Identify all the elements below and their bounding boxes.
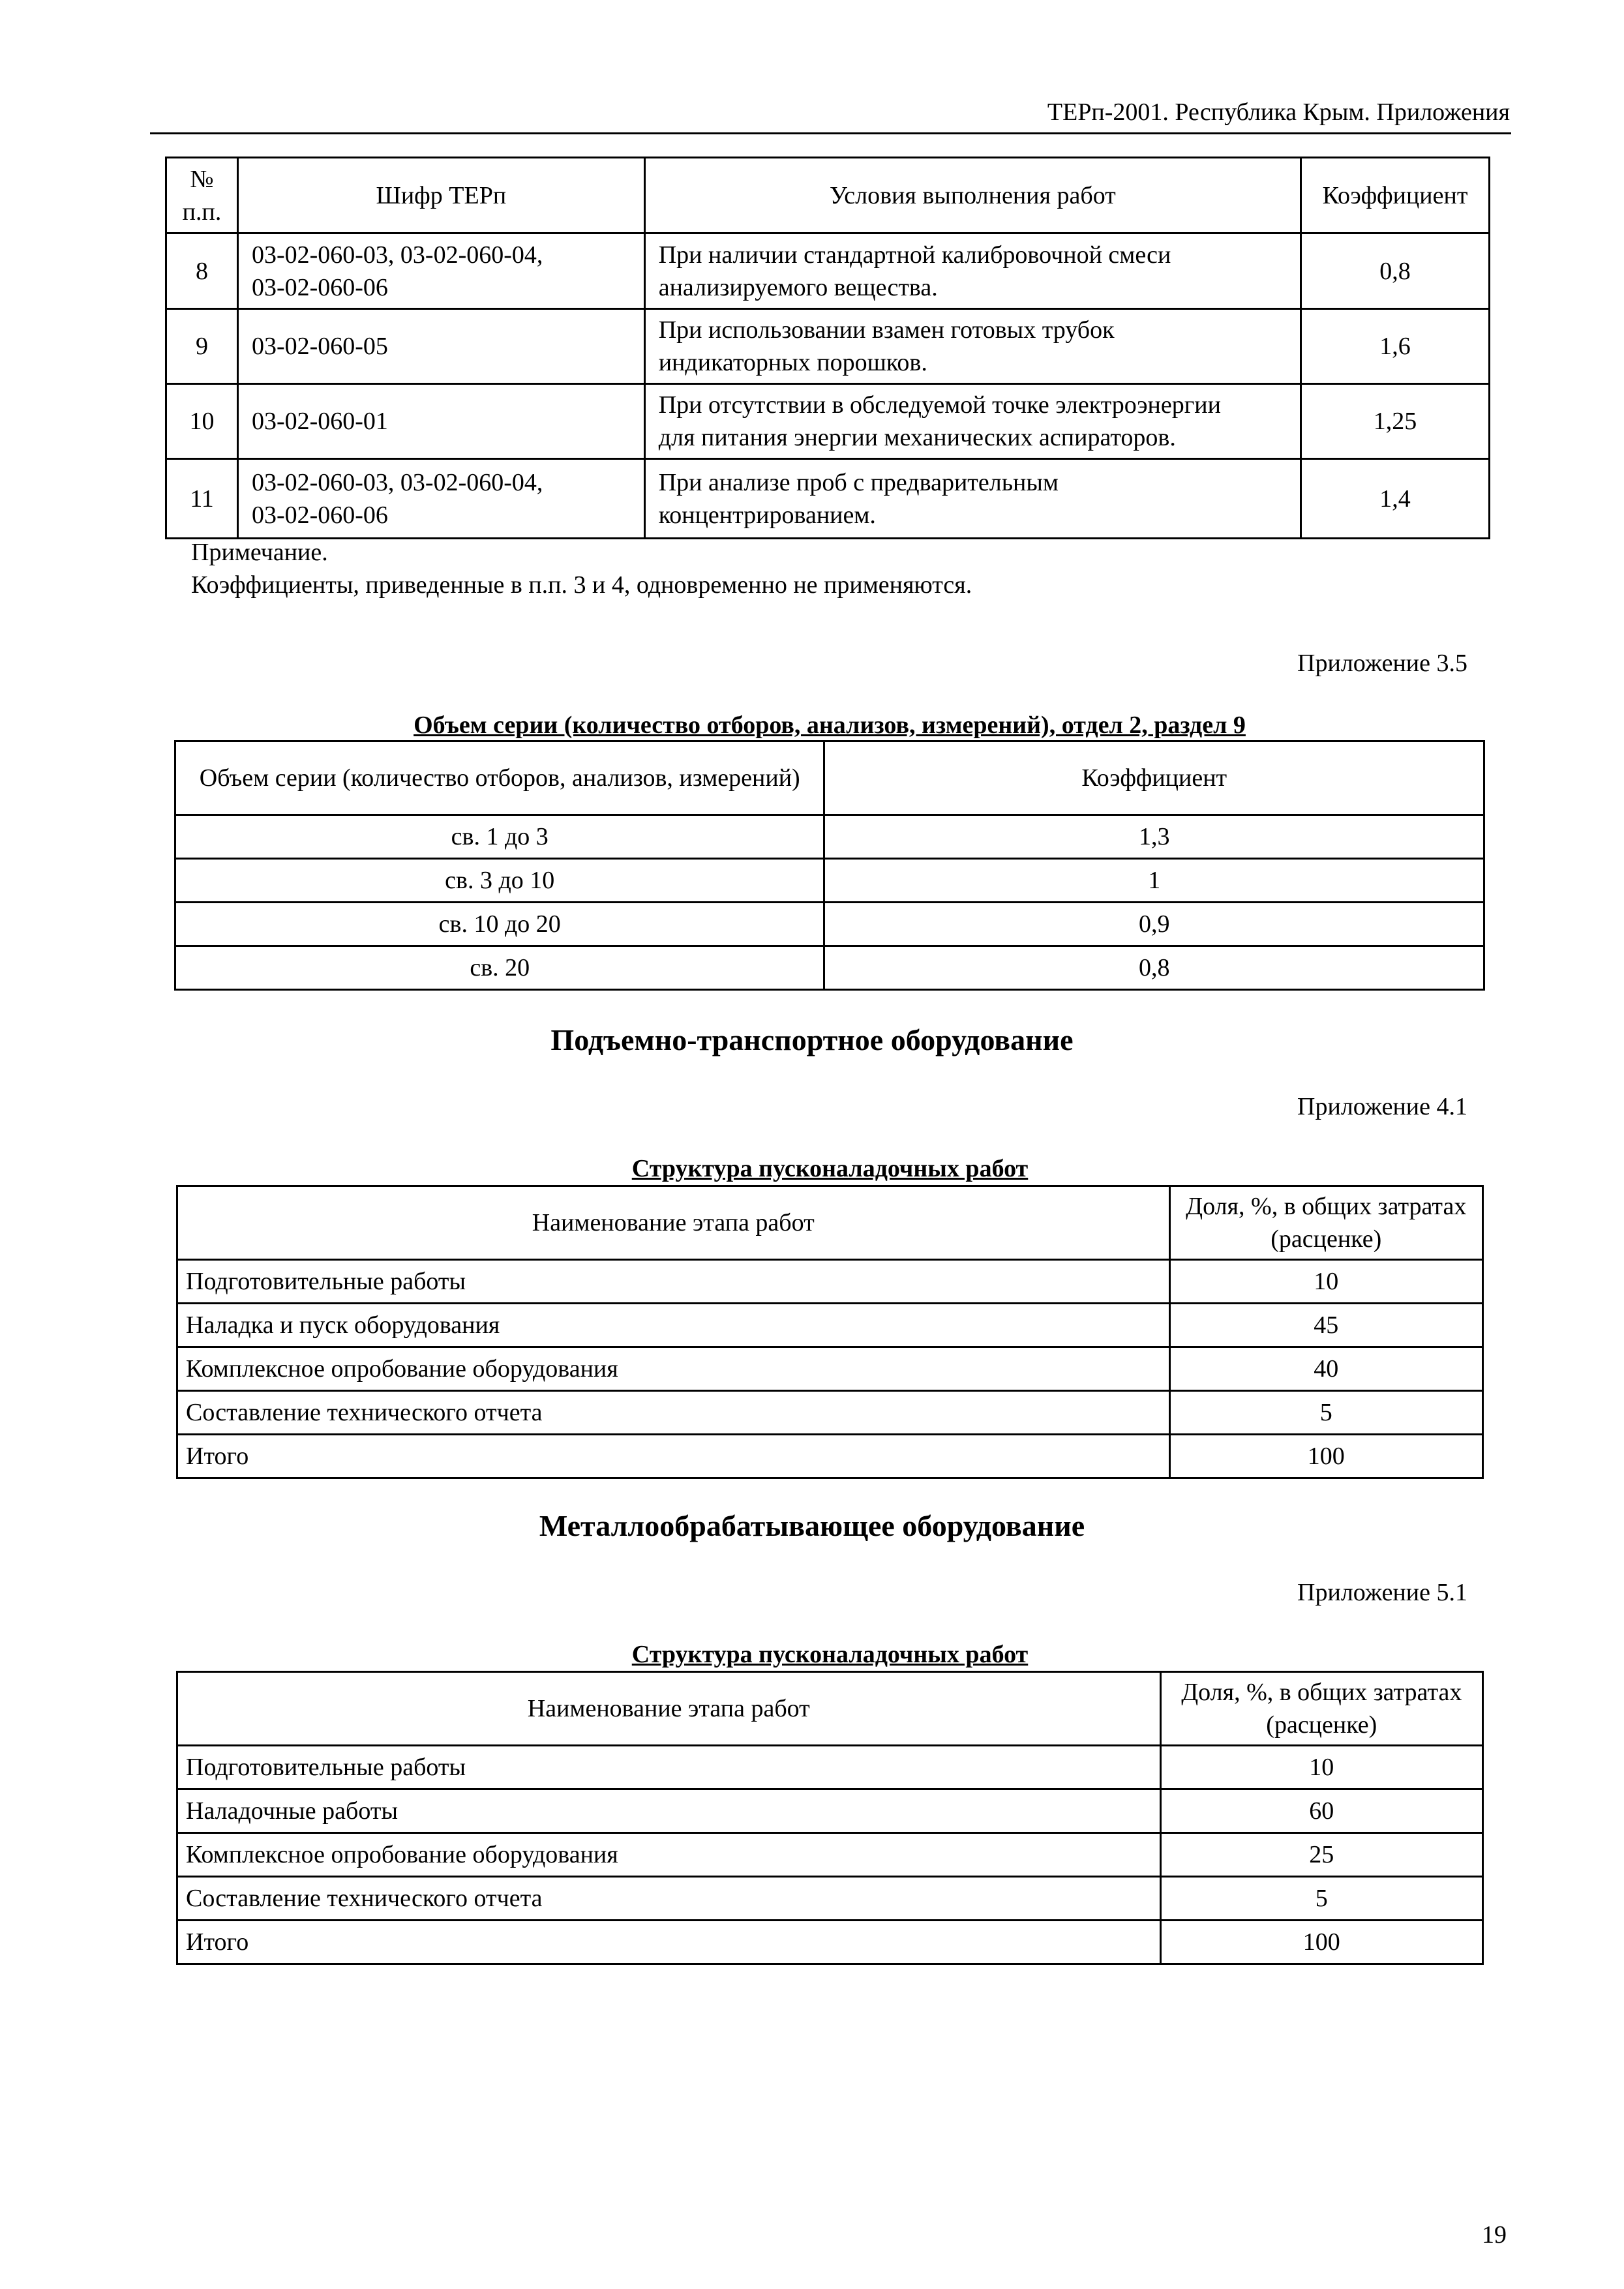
- table-row: [175, 946, 1484, 990]
- table-row: [177, 1435, 1483, 1478]
- table-row: [166, 309, 1490, 384]
- row-volume: св. 20: [175, 946, 824, 990]
- note-title: Примечание.: [191, 539, 328, 566]
- appendix-label: Приложение 3.5: [1297, 650, 1467, 677]
- row-code: 03-02-060-06: [251, 501, 388, 529]
- row-number: 11: [166, 459, 238, 539]
- row-stage: Наладочные работы: [177, 1789, 1161, 1833]
- section-title: Металлообрабатывающее оборудование: [539, 1509, 1085, 1542]
- header-cell-volume: Объем серии (количество отборов, анализов, измерений): [175, 741, 824, 815]
- row-condition: При использовании взамен готовых трубок: [658, 316, 1115, 344]
- header-cell-code: Шифр ТЕРп: [237, 158, 644, 233]
- row-stage: Подготовительные работы: [177, 1746, 1161, 1789]
- row-condition: для питания энергии механических аспираторов.: [658, 424, 1176, 451]
- header-cell-coefficient: Коэффициент: [1301, 158, 1490, 233]
- row-code: 03-02-060-06: [251, 273, 388, 301]
- table-row: [175, 815, 1484, 859]
- table-row: [166, 459, 1490, 539]
- row-code: 03-02-060-03, 03-02-060-04,: [251, 241, 543, 269]
- table-row: [177, 1833, 1483, 1877]
- row-share: 10: [1160, 1746, 1482, 1789]
- table-row: [177, 1746, 1483, 1789]
- table-header-row: [177, 1186, 1483, 1260]
- row-volume: св. 1 до 3: [175, 815, 824, 859]
- row-stage: Наладка и пуск оборудования: [177, 1304, 1170, 1347]
- table-row: [166, 233, 1490, 309]
- row-stage: Комплексное опробование оборудования: [177, 1833, 1161, 1877]
- table-row: [166, 384, 1490, 459]
- row-number: 10: [166, 384, 238, 459]
- row-condition: При анализе проб с предварительным: [658, 468, 1059, 496]
- row-stage: Подготовительные работы: [177, 1260, 1170, 1304]
- row-share: 5: [1169, 1391, 1482, 1435]
- row-condition: При наличии стандартной калибровочной смеси: [658, 241, 1171, 269]
- header-cell-coefficient: Коэффициент: [824, 741, 1484, 815]
- row-coefficient: 0,8: [1301, 233, 1490, 309]
- row-coefficient: 1,4: [1301, 459, 1490, 539]
- row-number: 8: [166, 233, 238, 309]
- row-stage: Составление технического отчета: [177, 1391, 1170, 1435]
- row-coefficient: 1,3: [824, 815, 1484, 859]
- row-coefficient: 1: [824, 859, 1484, 903]
- table-row: [177, 1921, 1483, 1964]
- row-coefficient: 0,9: [824, 903, 1484, 946]
- table-caption: Объем серии (количество отборов, анализов, измерений), отдел 2, раздел 9: [414, 711, 1246, 739]
- row-stage: Комплексное опробование оборудования: [177, 1347, 1170, 1391]
- row-number: 9: [166, 309, 238, 384]
- row-share: 10: [1169, 1260, 1482, 1304]
- row-coefficient: 1,25: [1301, 384, 1490, 459]
- running-header: ТЕРп-2001. Республика Крым. Приложения: [1047, 98, 1510, 126]
- series-volume-table: [174, 740, 1485, 991]
- coefficients-table: [165, 157, 1490, 539]
- header-cell-conditions: Условия выполнения работ: [644, 158, 1301, 233]
- row-stage: Итого: [177, 1921, 1161, 1964]
- table-row: [177, 1391, 1483, 1435]
- header-cell-number: № п.п.: [166, 158, 238, 233]
- appendix-label: Приложение 5.1: [1297, 1579, 1467, 1606]
- table-row: [175, 859, 1484, 903]
- row-share: 5: [1160, 1877, 1482, 1921]
- page-number: 19: [1482, 2221, 1507, 2249]
- row-condition: индикаторных порошков.: [658, 349, 927, 376]
- row-share: 40: [1169, 1347, 1482, 1391]
- header-cell-stage: Наименование этапа работ: [177, 1672, 1161, 1746]
- header-cell-stage: Наименование этапа работ: [177, 1186, 1170, 1260]
- table-row: [175, 903, 1484, 946]
- row-coefficient: 1,6: [1301, 309, 1490, 384]
- row-volume: св. 3 до 10: [175, 859, 824, 903]
- header-cell-share: Доля, %, в общих затратах (расценке): [1169, 1186, 1482, 1260]
- row-share: 25: [1160, 1833, 1482, 1877]
- table-row: [177, 1260, 1483, 1304]
- row-condition: При отсутствии в обследуемой точке электроэнергии: [658, 391, 1221, 419]
- table-header-row: [177, 1672, 1483, 1746]
- row-code: 03-02-060-05: [251, 333, 388, 360]
- table-row: [177, 1877, 1483, 1921]
- table-caption: Структура пусконаладочных работ: [631, 1155, 1029, 1182]
- table-caption: Структура пусконаладочных работ: [631, 1641, 1029, 1668]
- table-header-row: [166, 158, 1490, 233]
- row-share: 45: [1169, 1304, 1482, 1347]
- row-share: 60: [1160, 1789, 1482, 1833]
- row-stage: Составление технического отчета: [177, 1877, 1161, 1921]
- commissioning-structure-table: [176, 1671, 1484, 1965]
- note-text: Коэффициенты, приведенные в п.п. 3 и 4, одновременно не применяются.: [191, 571, 972, 599]
- row-stage: Итого: [177, 1435, 1170, 1478]
- section-title: Подъемно-транспортное оборудование: [550, 1023, 1074, 1056]
- row-volume: св. 10 до 20: [175, 903, 824, 946]
- header-cell-share: Доля, %, в общих затратах (расценке): [1160, 1672, 1482, 1746]
- header-rule: [150, 132, 1511, 134]
- row-share: 100: [1160, 1921, 1482, 1964]
- table-row: [177, 1304, 1483, 1347]
- table-row: [177, 1347, 1483, 1391]
- row-condition: анализируемого вещества.: [658, 273, 938, 301]
- table-header-row: [175, 741, 1484, 815]
- appendix-label: Приложение 4.1: [1297, 1093, 1467, 1120]
- row-condition: концентрированием.: [658, 501, 876, 529]
- table-row: [177, 1789, 1483, 1833]
- row-share: 100: [1169, 1435, 1482, 1478]
- commissioning-structure-table: [176, 1185, 1484, 1479]
- row-code: 03-02-060-01: [251, 408, 388, 435]
- row-coefficient: 0,8: [824, 946, 1484, 990]
- row-code: 03-02-060-03, 03-02-060-04,: [251, 468, 543, 496]
